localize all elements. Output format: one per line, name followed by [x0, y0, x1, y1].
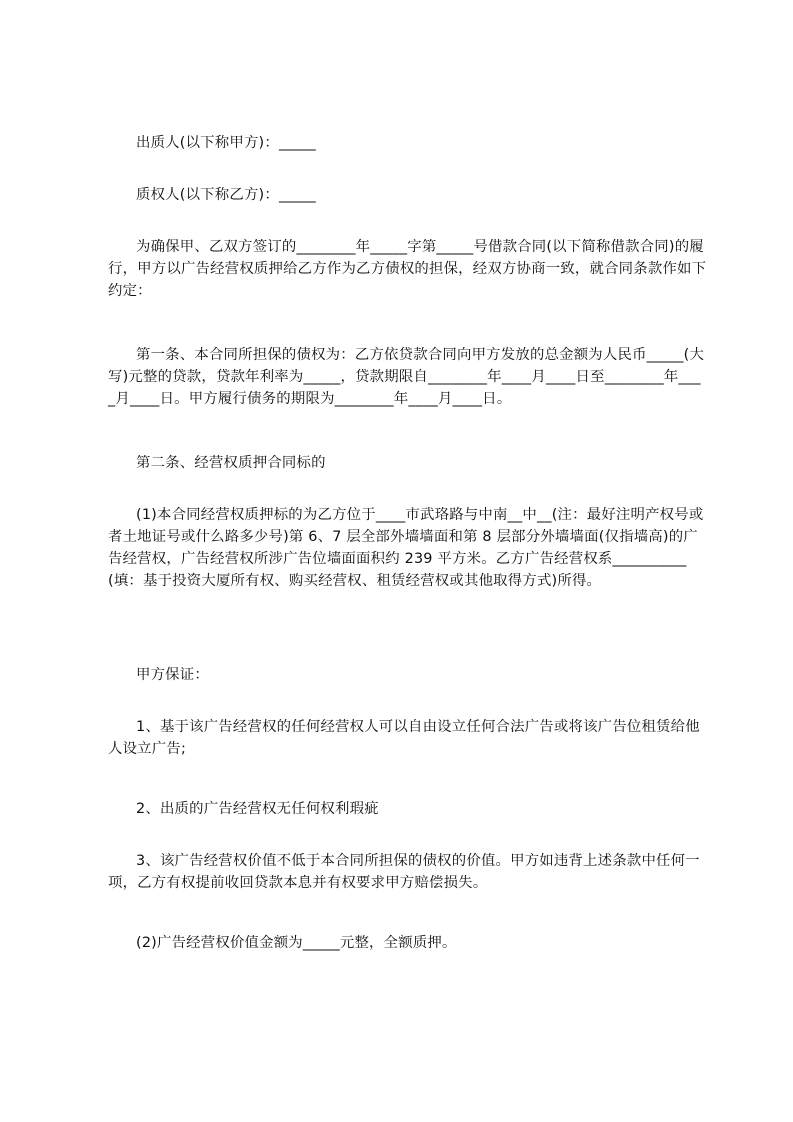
- pledgor-line: 出质人(以下称甲方)：_____: [136, 135, 316, 151]
- pledgee-line: 质权人(以下称乙方)：_____: [136, 187, 316, 203]
- article-2-item-1: (1)本合同经营权质押标的为乙方位于____市武珞路与中南__中__(注：最好注明产权号或者土地证号或什么路多少号)第 6、7 层全部外墙墙面和第 8 层部分外墙墙面(仅指墙高)的广告经营权，广告经营权所涉广告位墙面面积约 239 平方米。乙方广告经营权系__________(填：基于投资大厦所有权、购买经营权、租赁经营权或其他取得方式)所得。: [108, 507, 704, 589]
- article-1: 第一条、本合同所担保的债权为：乙方依贷款合同向甲方发放的总金额为人民币_____(大写)元整的贷款，贷款年利率为_____，贷款期限自________年____月____日至________年____月____日。甲方履行债务的期限为________年____月____日。: [108, 347, 705, 407]
- article-2-title: 第二条、经营权质押合同标的: [136, 455, 326, 471]
- article-2-item-2: (2)广告经营权价值金额为_____元整，全额质押。: [136, 935, 457, 951]
- guarantee-item-2: 2、出质的广告经营权无任何权利瑕疵: [136, 801, 379, 817]
- guarantee-item-1: 1、基于该广告经营权的任何经营权人可以自由设立任何合法广告或将该广告位租赁给他人设立广告;: [108, 719, 700, 757]
- guarantee-item-3: 3、该广告经营权价值不低于本合同所担保的债权的价值。甲方如违背上述条款中任何一项，乙方有权提前收回贷款本息并有权要求甲方赔偿损失。: [108, 853, 700, 891]
- intro-paragraph: 为确保甲、乙双方签订的________年_____字第_____号借款合同(以下简称借款合同)的履行，甲方以广告经营权质押给乙方作为乙方债权的担保，经双方协商一致，就合同条款作如下约定：: [108, 239, 707, 299]
- guarantee-title: 甲方保证：: [136, 667, 209, 683]
